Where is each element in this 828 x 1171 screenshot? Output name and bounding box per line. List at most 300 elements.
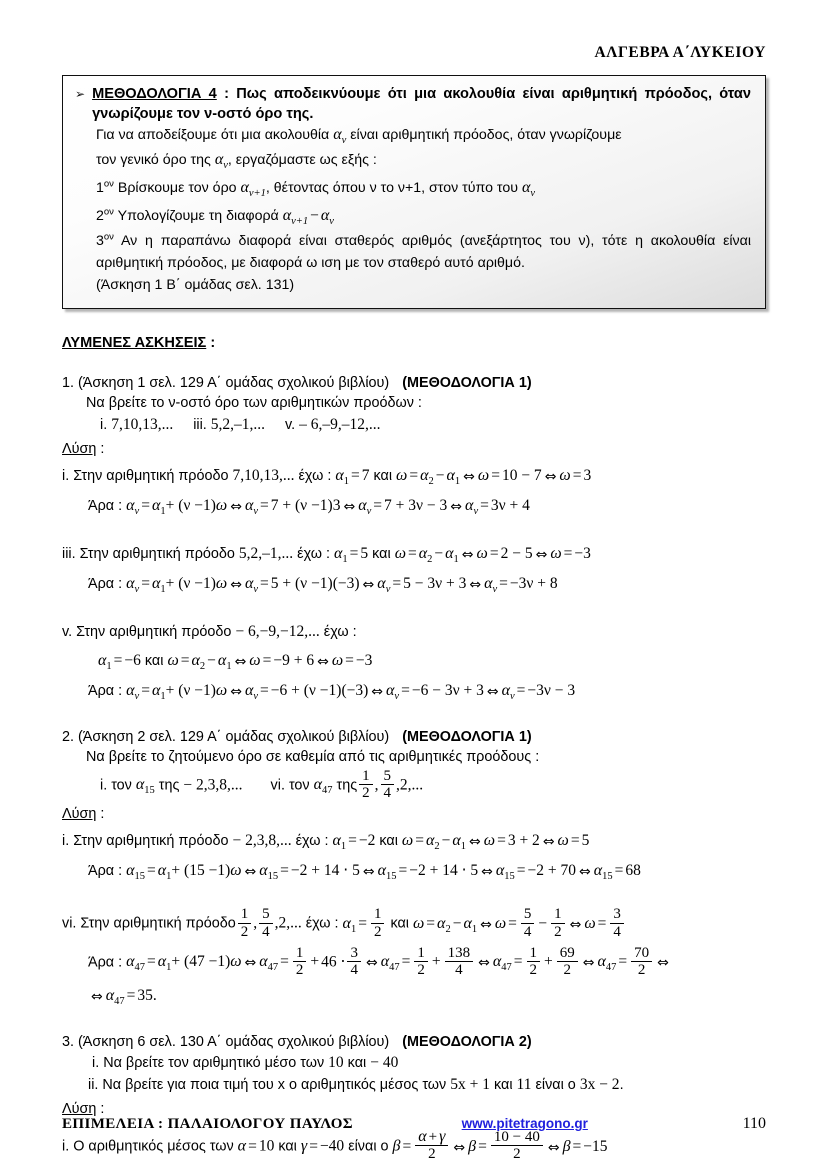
symbol-sub-47: 47 — [322, 785, 333, 797]
symbol-iff: ⇔ — [463, 469, 475, 485]
symbol-minus: − — [310, 207, 319, 224]
ex2-sol-vi-omega-chain-b — [567, 915, 609, 932]
exercise-3-item-ii — [62, 1074, 766, 1096]
exercise-3-lysi-colon: : — [96, 1101, 105, 1118]
sol-v-step3: −3ν − 3 — [527, 682, 576, 699]
methodology-title — [92, 85, 751, 124]
symbol-equals: = — [351, 467, 360, 484]
symbol-sub-1: 1 — [340, 841, 347, 853]
exercise-1-source: (Άσκηση 1 σελ. 129 Α΄ ομάδας σχολικού βιβλίου) — [78, 375, 390, 391]
symbol-sub-15: 15 — [144, 785, 155, 797]
ex3-sol-i-beta-result — [545, 1138, 608, 1155]
fraction-numerator: 10 − 40 — [493, 1129, 540, 1146]
symbol-sub-nu: ν — [134, 691, 140, 703]
symbol-equals: = — [572, 467, 582, 484]
symbol-alpha: α — [465, 497, 474, 514]
ex2-sol-i-exo: έχω : — [295, 833, 329, 850]
symbol-sub-2: 2 — [434, 841, 440, 853]
fraction-numerator: 1 — [529, 944, 538, 961]
ex2-sol-vi-term-c — [363, 953, 412, 974]
ex2-sol-i-ara: Άρα : — [88, 863, 123, 880]
ex2-sol-i-sequence: − 2,3,8,... — [232, 832, 292, 850]
fraction-69-halves — [557, 945, 578, 978]
ex3-item-ii-label: ii. — [88, 1077, 99, 1094]
exercise-2-lysi-label: Λύση — [62, 806, 97, 823]
exercise-3-solution-i — [62, 1128, 766, 1165]
symbol-iff: ⇔ — [535, 547, 548, 563]
symbol-alpha: α — [237, 1137, 247, 1155]
exercise-2-solution-i-line-2 — [62, 858, 766, 885]
symbol-equals: = — [398, 862, 408, 880]
math-alpha-nu-3 — [521, 179, 536, 200]
symbol-alpha: α — [126, 953, 135, 971]
ex2-sol-i-lead: Στην αριθμητική πρόοδο — [73, 833, 229, 850]
symbol-equals: = — [126, 987, 136, 1005]
symbol-general-mid: + (ν −1) — [165, 575, 216, 592]
fraction-five-fourths — [259, 906, 273, 939]
symbol-alpha: α — [386, 682, 395, 699]
fraction-denominator: 4 — [610, 923, 624, 940]
fraction-one-half — [359, 768, 373, 801]
ex2-sol-vi-tail: ,2,... — [274, 914, 302, 932]
symbol-alpha: α — [126, 497, 135, 514]
methodology-step-2 — [75, 202, 751, 230]
symbol-alpha: α — [151, 575, 161, 592]
ex3-item-ii-value-a: 5x + 1 — [450, 1076, 490, 1094]
symbol-sub-1: 1 — [471, 923, 478, 935]
solved-exercises-heading — [62, 335, 766, 351]
exercise-1-lysi-colon: : — [96, 441, 105, 457]
exercise-1-solution-v-line-2 — [62, 648, 766, 675]
symbol-sub-nu-plus-1: ν+1 — [248, 188, 266, 200]
symbol-iff: ⇔ — [362, 864, 375, 881]
exercise-2-lysi — [62, 804, 766, 825]
fraction-denominator: 2 — [415, 1145, 448, 1162]
symbol-equals: = — [570, 832, 580, 850]
methodology-step-3 — [75, 230, 751, 274]
ex2-sol-vi-a1-eq — [342, 914, 369, 935]
symbol-alpha: α — [240, 179, 249, 196]
fraction-denominator: 2 — [631, 961, 652, 978]
symbol-formula-mid: + (15 −1) — [171, 862, 231, 880]
exercise-3-number: 3. — [62, 1034, 75, 1051]
symbol-equals: = — [358, 914, 367, 932]
ex2-sol-i-omega-r2: 5 — [581, 832, 590, 850]
ex3-sol-i-alpha-value: 10 — [258, 1137, 275, 1155]
sol-v-omega-r2: −3 — [355, 652, 373, 669]
fraction-denominator: 2 — [557, 961, 578, 978]
exercise-1-solution-v-line-1 — [62, 619, 766, 645]
exercise-3-methodology-tag: (ΜΕΘΟΔΟΛΟΓΙΑ 2) — [402, 1034, 532, 1051]
fraction-five-fourths — [521, 906, 535, 939]
sol-v-general-term-chain — [126, 682, 576, 703]
fraction-denominator: 2 — [527, 961, 541, 978]
symbol-sub-1: 1 — [166, 962, 172, 974]
exercise-1-number: 1. — [62, 375, 75, 391]
methodology-title-label: ΜΕΘΟΔΟΛΟΓΙΑ 4 — [92, 86, 217, 102]
exercise-2-item-vi-label: vi. — [270, 777, 285, 794]
symbol-equals: = — [497, 832, 506, 850]
symbol-sub-1: 1 — [160, 584, 166, 596]
exercise-3-lysi-label: Λύση — [62, 1101, 97, 1118]
ex3-item-i-text: Να βρείτε τον αριθμητικό μέσο των — [103, 1055, 325, 1072]
sol-i-omega-r1: 10 − 7 — [501, 467, 542, 484]
symbol-alpha: α — [333, 126, 342, 143]
symbol-alpha: α — [151, 497, 161, 514]
symbol-alpha: α — [593, 862, 603, 880]
symbol-alpha: α — [259, 862, 268, 880]
symbol-alpha: α — [126, 575, 135, 592]
symbol-alpha: α — [98, 652, 107, 669]
sol-i-a1-value: 7 — [361, 467, 370, 484]
symbol-alpha: α — [214, 151, 224, 168]
exercise-2-item-i-ton: τον — [111, 777, 132, 794]
symbol-equals: = — [478, 1137, 487, 1155]
ex3-item-ii-text-a: Να βρείτε για ποια τιμή του x ο αριθμητικός μέσος των — [102, 1077, 447, 1094]
symbol-general-mid: + (ν −1) — [165, 682, 216, 699]
symbol-omega: ω — [413, 914, 425, 932]
symbol-alpha: α — [157, 862, 167, 880]
symbol-sub-1: 1 — [460, 841, 467, 853]
fraction-numerator: 1 — [373, 906, 382, 923]
fraction-denominator: 2 — [491, 1145, 543, 1162]
exercise-2-head — [62, 727, 766, 747]
comma-sep: , — [253, 914, 258, 932]
symbol-omega: ω — [167, 652, 179, 669]
ex2-sol-i-kai: και — [379, 833, 398, 850]
fraction-numerator: 1 — [554, 906, 562, 923]
exercise-2-item-vi-ton: τον — [288, 777, 310, 794]
sol-iii-a1-eq — [333, 545, 369, 566]
symbol-sub-nu: ν — [253, 584, 259, 596]
symbol-sub-nu: ν — [366, 506, 372, 518]
symbol-iff: ⇔ — [453, 1139, 466, 1156]
symbol-equals: = — [113, 652, 123, 669]
symbol-equals: = — [516, 682, 526, 699]
symbol-alpha: α — [437, 914, 446, 932]
symbol-alpha: α — [380, 953, 390, 971]
symbol-equals: = — [480, 497, 489, 514]
exercise-1-item-v-value: – 6,–9,–12,... — [299, 416, 381, 433]
symbol-alpha: α — [484, 575, 493, 592]
sol-iii-exo: έχω : — [297, 546, 330, 562]
exercise-2-solution-vi-line-2 — [62, 945, 766, 980]
ex3-sol-i-einai: είναι ο — [348, 1138, 389, 1155]
symbol-alpha: α — [332, 832, 341, 850]
sol-iii-sequence: 5,2,–1,... — [238, 545, 294, 562]
math-alpha-nu — [333, 126, 347, 147]
fraction-ten-minus-forty-over-2 — [491, 1129, 543, 1162]
symbol-sub-nu: ν — [530, 188, 536, 200]
sol-i-ara: Άρα : — [88, 498, 123, 514]
methodology-intro-line-2 — [75, 146, 751, 174]
symbol-iff: ⇔ — [480, 916, 492, 933]
symbol-equals: = — [141, 682, 150, 699]
website-link[interactable]: www.pitetragono.gr — [461, 1116, 588, 1131]
symbol-sub-15: 15 — [267, 871, 279, 883]
fraction-three-fourths — [610, 906, 624, 939]
exercise-3-item-i — [62, 1052, 766, 1074]
symbol-formula-mid: + (47 −1) — [171, 953, 231, 971]
symbol-omega: ω — [394, 545, 406, 562]
exercise-2-solution-vi-line-1 — [62, 906, 766, 941]
symbol-equals: = — [402, 1137, 412, 1155]
exercise-1 — [62, 373, 766, 705]
step-1-text-b: , θέτοντας όπου ν το ν+1, στον τύπο του — [265, 180, 518, 196]
methodology-title-row — [75, 85, 751, 124]
fraction-denominator: 4 — [259, 923, 273, 940]
spacer — [62, 885, 766, 903]
page-header — [62, 0, 766, 66]
fraction-one-half — [551, 906, 565, 939]
course-title: ΑΛΓΕΒΡΑ Α΄ΛΥΚΕΙΟΥ — [594, 44, 766, 61]
fraction-denominator: 4 — [347, 961, 361, 978]
symbol-alpha: α — [126, 862, 135, 880]
symbol-iff: ⇔ — [542, 834, 555, 851]
sol-i-lead: Στην αριθμητική πρόοδο — [73, 468, 229, 484]
step-1-number: 1 — [96, 180, 104, 196]
symbol-alpha: α — [342, 914, 351, 932]
symbol-gamma: γ — [300, 1137, 308, 1155]
symbol-iff: ⇔ — [244, 955, 257, 972]
symbol-minus: − — [452, 914, 462, 932]
sol-iii-ara: Άρα : — [88, 576, 123, 592]
sol-iii-omega-r1: 2 − 5 — [500, 545, 533, 562]
sol-i-exo: έχω : — [298, 468, 332, 484]
ex2-sol-i-s4: 68 — [625, 862, 641, 880]
symbol-sub-nu: ν — [385, 584, 391, 596]
sol-iii-omega-r2: −3 — [574, 545, 591, 562]
fraction-denominator: 2 — [359, 784, 373, 801]
symbol-iff: ⇔ — [469, 577, 482, 593]
symbol-equals: = — [392, 575, 402, 592]
symbol-equals: = — [415, 832, 424, 850]
symbol-omega: ω — [401, 832, 414, 850]
ex2-sol-vi-final — [88, 987, 157, 1008]
step-3-text: Αν η παραπάνω διαφορά είναι σταθερός αριθμός (ανεξάρτητος του ν), τότε η ακολουθία είναι αριθμητική πρόοδος, με διαφορά ω ιση με τον σταθερό αυτό αριθμό. — [96, 233, 751, 271]
symbol-iff: ⇔ — [244, 864, 257, 881]
step-3-number: 3 — [96, 233, 104, 249]
symbol-alpha: α — [259, 953, 268, 971]
fraction-138-fourths — [445, 945, 474, 978]
symbol-equals: = — [180, 652, 190, 669]
ex3-sol-i-kai: και — [278, 1138, 297, 1155]
methodology-box — [62, 75, 766, 309]
methodology-intro-c: τον γενικό όρο της — [96, 152, 211, 168]
fraction-numerator: 138 — [447, 944, 471, 961]
fraction-one-half — [414, 945, 428, 978]
symbol-alpha: α — [335, 467, 344, 484]
symbol-sub-47: 47 — [389, 962, 400, 974]
symbol-sub-nu: ν — [341, 135, 347, 147]
math-alpha-47 — [313, 776, 333, 797]
symbol-alpha: α — [244, 575, 254, 592]
exercise-3-source: (Άσκηση 6 σελ. 130 Α΄ ομάδας σχολικού βιβλίου) — [78, 1034, 390, 1051]
symbol-iff: ⇔ — [450, 499, 463, 515]
sol-i-general-term-chain — [126, 497, 530, 518]
symbol-iff: ⇔ — [579, 864, 591, 881]
step-1-superscript: ον — [103, 178, 114, 190]
symbol-sub-2: 2 — [199, 661, 206, 673]
symbol-sub-47: 47 — [134, 962, 146, 974]
ex3-sol-i-lead: Ο αριθμητικός μέσος των — [73, 1138, 234, 1155]
exercise-2-solution-vi-line-3 — [62, 983, 766, 1010]
symbol-omega: ω — [557, 832, 569, 850]
symbol-sub-nu: ν — [253, 506, 259, 518]
ex2-sol-i-a1-value: −2 — [358, 832, 376, 850]
symbol-sub-1: 1 — [226, 661, 232, 673]
symbol-omega: ω — [559, 467, 571, 484]
sol-v-step2: −6 − 3ν + 3 — [411, 682, 484, 699]
ex2-sol-i-s2: −2 + 14 ⋅ 5 — [409, 862, 479, 880]
ex2-sol-vi-term-a — [126, 953, 291, 974]
fraction-70-halves — [631, 945, 652, 978]
solved-exercises-label: ΛΥΜΕΝΕΣ ΑΣΚΗΣΕΙΣ — [62, 335, 207, 351]
symbol-sub-nu: ν — [134, 584, 140, 596]
symbol-sub-15: 15 — [385, 871, 397, 883]
fraction-denominator: 4 — [521, 923, 535, 940]
symbol-sub-1: 1 — [454, 476, 461, 488]
fraction-numerator: 1 — [295, 944, 304, 961]
symbol-equals: = — [280, 862, 289, 880]
symbol-equals: = — [489, 545, 499, 562]
ex2-sol-vi-kai: και — [390, 915, 409, 932]
symbol-equals: = — [563, 545, 573, 562]
step-1-text-a: Βρίσκουμε τον όρο — [117, 180, 237, 196]
symbol-equals: = — [141, 575, 150, 592]
exercise-2 — [62, 727, 766, 1010]
sol-i-kai: και — [373, 468, 393, 484]
symbol-alpha: α — [495, 862, 505, 880]
symbol-sub-1: 1 — [343, 476, 349, 488]
fraction-numerator: 5 — [262, 906, 270, 923]
sol-i-step3: 3ν + 4 — [490, 497, 530, 514]
fraction-numerator: 1 — [417, 944, 425, 961]
sol-v-omega-r1: −9 + 6 — [273, 652, 315, 669]
fraction-numerator: 5 — [523, 906, 532, 923]
symbol-iff: ⇔ — [569, 916, 582, 933]
symbol-alpha: α — [282, 207, 292, 224]
symbol-iff: ⇔ — [547, 1139, 560, 1156]
symbol-alpha: α — [420, 467, 429, 484]
exercise-2-items — [62, 768, 766, 801]
symbol-equals: = — [345, 652, 354, 669]
sol-i-a1-eq — [335, 467, 370, 488]
methodology-intro-d: , εργαζόμαστε ως εξής : — [227, 152, 377, 168]
ex3-item-ii-value-c: 3x − 2 — [579, 1076, 620, 1094]
symbol-sub-nu: ν — [492, 584, 498, 596]
symbol-beta: β — [562, 1137, 571, 1155]
footer-link-wrapper[interactable] — [353, 1115, 743, 1133]
symbol-alpha: α — [313, 776, 323, 794]
symbol-sub-nu: ν — [134, 506, 140, 518]
symbol-equals: = — [491, 467, 500, 484]
ex3-sol-i-gamma-value: −40 — [319, 1137, 345, 1155]
symbol-alpha: α — [105, 987, 115, 1005]
ex3-sol-i-gamma-eq — [301, 1138, 344, 1155]
symbol-sub-1: 1 — [106, 661, 112, 673]
ex3-item-i-value-a: 10 — [328, 1054, 344, 1072]
fraction-denominator: 2 — [238, 923, 252, 940]
symbol-alpha: α — [358, 497, 367, 514]
ex2-sol-vi-term-e — [580, 953, 629, 974]
symbol-iff: ⇔ — [469, 834, 481, 851]
ex2-sol-i-omega-chain — [401, 832, 590, 853]
ex3-item-i-value-b: − 40 — [370, 1054, 399, 1072]
symbol-alpha: α — [244, 682, 254, 699]
symbol-iff: ⇔ — [486, 684, 499, 700]
ex2-sol-vi-ara: Άρα : — [88, 954, 123, 971]
symbol-sub-15: 15 — [134, 871, 146, 883]
ex2-sol-vi-lead: Στην αριθμητική πρόοδο — [80, 915, 236, 932]
fraction-one-half — [238, 906, 252, 939]
ex3-item-ii-kai: και — [494, 1077, 513, 1094]
symbol-omega: ω — [483, 832, 496, 850]
symbol-alpha: α — [452, 832, 461, 850]
symbol-omega: ω — [476, 545, 488, 562]
symbol-sub-nu: ν — [394, 691, 400, 703]
symbol-sub-1: 1 — [350, 923, 357, 935]
symbol-iff: ⇔ — [230, 499, 242, 515]
ex3-sol-i-alpha-eq — [238, 1138, 275, 1155]
sol-v-label: v. — [62, 624, 73, 640]
symbol-iff: ⇔ — [362, 577, 375, 593]
fraction-numerator: 69 — [559, 944, 575, 961]
exercise-1-methodology-tag: (ΜΕΘΟΔΟΛΟΓΙΑ 1) — [402, 375, 532, 391]
symbol-sub-47: 47 — [605, 962, 617, 974]
symbol-equals: = — [260, 497, 269, 514]
symbol-omega: ω — [550, 545, 562, 562]
exercise-2-item-i-tis: της — [158, 777, 180, 794]
fraction-numerator: 70 — [634, 944, 650, 961]
symbol-omega: ω — [331, 652, 344, 669]
symbol-alpha: α — [377, 575, 386, 592]
symbol-minus: − — [435, 467, 445, 484]
symbol-plus: + — [428, 1129, 438, 1146]
sol-iii-step1: 5 + (ν −1)(−3) — [270, 575, 360, 592]
symbol-omega: ω — [230, 953, 242, 971]
symbol-equals: = — [262, 652, 272, 669]
symbol-equals: = — [401, 953, 411, 971]
sol-iii-kai: και — [372, 546, 391, 562]
arrow-bullet-icon: ➢ — [75, 87, 86, 101]
symbol-omega: ω — [477, 467, 490, 484]
ex2-sol-i-term-chain — [126, 862, 641, 883]
symbol-iff: ⇔ — [544, 469, 557, 485]
symbol-minus: − — [207, 652, 216, 669]
symbol-iff: ⇔ — [582, 955, 595, 972]
sol-iii-step3: −3ν + 8 — [509, 575, 558, 592]
symbol-equals: = — [373, 497, 383, 514]
sol-v-a1-eq — [98, 652, 141, 673]
symbol-sub-47: 47 — [114, 996, 125, 1008]
symbol-alpha: α — [157, 953, 167, 971]
symbol-equals: = — [597, 914, 607, 932]
ex2-sol-i-s3: −2 + 70 — [527, 862, 577, 880]
fraction-numerator: 5 — [383, 768, 392, 784]
sol-v-kai: και — [144, 653, 164, 669]
exercise-2-source: (Άσκηση 2 σελ. 129 Α΄ ομάδας σχολικού βιβλίου) — [78, 729, 390, 745]
page-footer — [62, 1115, 766, 1133]
sol-iii-label: iii. — [62, 546, 76, 562]
ex3-sol-i-beta-eq2 — [450, 1138, 488, 1155]
symbol-equals: = — [426, 914, 436, 932]
sol-i-omega-chain — [396, 467, 592, 488]
symbol-sub-2: 2 — [427, 554, 433, 566]
symbol-sub-2: 2 — [445, 923, 451, 935]
sol-iii-general-term-chain — [126, 575, 558, 596]
ex2-sol-i-omega-r1: 3 + 2 — [507, 832, 540, 850]
